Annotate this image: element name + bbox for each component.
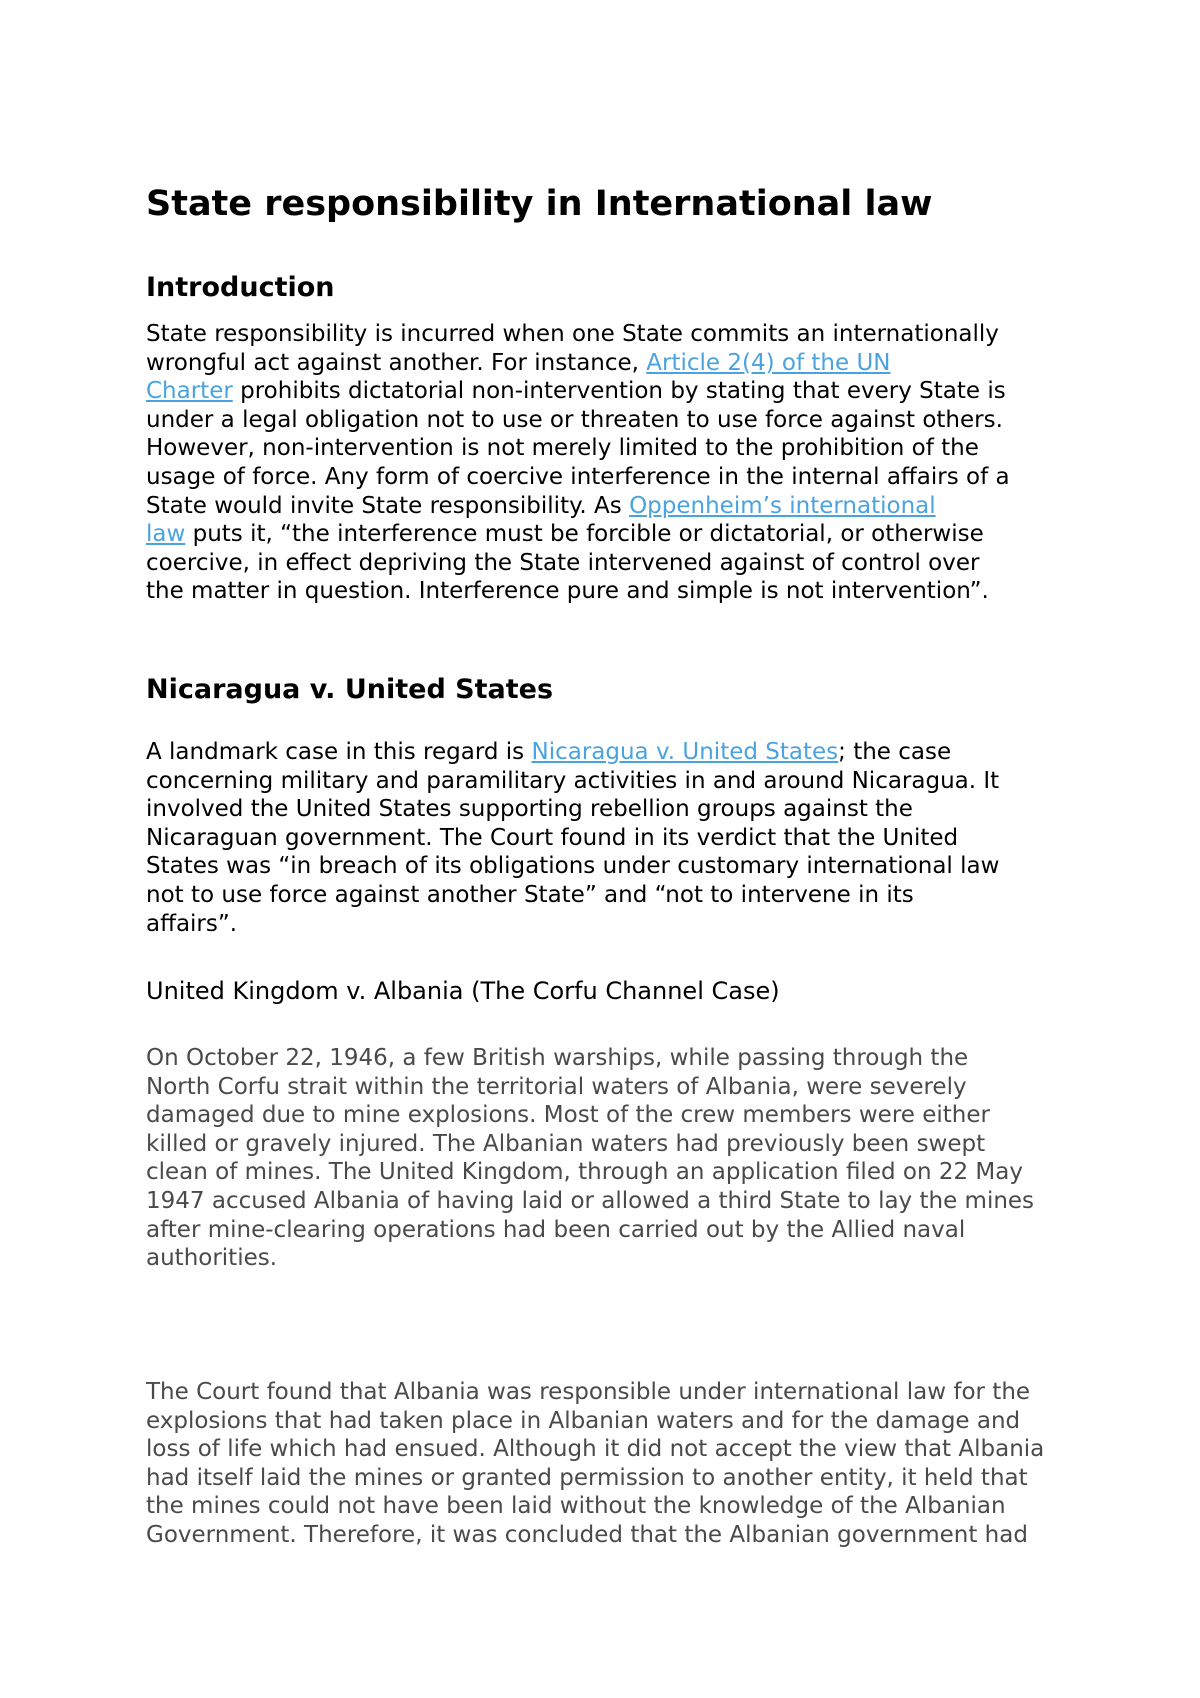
text-line: However, non-intervention is not merely limited to the prohibition of the: [146, 435, 979, 462]
text-line: [146, 492, 1086, 521]
text-line: On October 22, 1946, a few British warships, while passing through the: [146, 1045, 969, 1071]
text-line: the matter in question. Interference pure and simple is not intervention”.: [146, 578, 989, 605]
corfu-judgment-paragraph: [146, 1378, 1086, 1550]
text-line: had itself laid the mines or granted permission to another entity, it held that: [146, 1464, 1028, 1491]
introduction-heading: Introduction: [146, 272, 335, 303]
text-line: after mine-clearing operations had been carried out by the Allied naval: [146, 1216, 966, 1243]
text-line: not to use force against another State” and “not to intervene in its: [146, 881, 914, 908]
corfu-channel-heading: United Kingdom v. Albania (The Corfu Channel Case): [146, 977, 780, 1005]
text-line: coercive, in effect depriving the State intervened against of control over: [146, 549, 980, 576]
oppenheims-international-law-link[interactable]: Oppenheim’s international: [629, 492, 936, 519]
article-2-4-un-charter-link[interactable]: Article 2(4) of the UN: [646, 349, 891, 376]
text-line: 1947 accused Albania of having laid or allowed a third State to lay the mines: [146, 1187, 1035, 1214]
text-line: explosions that had taken place in Albanian waters and for the damage and: [146, 1407, 1021, 1434]
oppenheims-international-law-link-continued[interactable]: law: [146, 521, 186, 548]
text-segment: prohibits dictatorial non-intervention by stating that every State is: [232, 378, 1006, 405]
text-line: [146, 349, 1086, 378]
nicaragua-v-united-states-link[interactable]: Nicaragua v. United States: [531, 739, 839, 765]
text-line: The Court found that Albania was responsible under international law for the: [146, 1379, 1031, 1405]
text-line: States was “in breach of its obligations under customary international law: [146, 853, 1000, 880]
nicaragua-paragraph: [146, 738, 1086, 938]
text-line: [146, 377, 1086, 406]
text-line: North Corfu strait within the territorial waters of Albania, were severely: [146, 1073, 967, 1100]
text-line: authorities.: [146, 1245, 278, 1272]
text-line: damaged due to mine explosions. Most of the crew members were either: [146, 1102, 990, 1129]
text-line: Nicaraguan government. The Court found in its verdict that the United: [146, 824, 959, 851]
introduction-paragraph: [146, 320, 1086, 606]
document-title: State responsibility in International law: [146, 184, 933, 224]
text-line: the mines could not have been laid without the knowledge of the Albanian: [146, 1493, 1006, 1520]
text-line: concerning military and paramilitary activities in and around Nicaragua. It: [146, 767, 1000, 794]
text-line: under a legal obligation not to use or threaten to use force against others.: [146, 406, 1003, 433]
text-segment: ; the case: [838, 739, 952, 765]
text-line: killed or gravely injured. The Albanian waters had previously been swept: [146, 1130, 986, 1157]
text-line: [146, 520, 1086, 549]
text-segment: A landmark case in this regard is: [146, 739, 532, 765]
text-line: loss of life which had ensued. Although it did not accept the view that Albania: [146, 1436, 1045, 1463]
text-segment: puts it, “the interference must be forcible or dictatorial, or otherwise: [185, 521, 984, 548]
text-line: State responsibility is incurred when one State commits an internationally: [146, 321, 999, 347]
text-line: Government. Therefore, it was concluded that the Albanian government had: [146, 1521, 1028, 1548]
text-line: clean of mines. The United Kingdom, through an application filed on 22 May: [146, 1159, 1023, 1186]
text-segment: wrongful act against another. For instance,: [146, 349, 647, 376]
corfu-facts-paragraph: [146, 1044, 1086, 1273]
article-2-4-un-charter-link-continued[interactable]: Charter: [146, 378, 233, 405]
text-line: involved the United States supporting rebellion groups against the: [146, 796, 913, 823]
text-line: affairs”.: [146, 910, 238, 937]
text-line: [146, 738, 1086, 767]
nicaragua-heading: Nicaragua v. United States: [146, 674, 554, 705]
text-segment: State would invite State responsibility. As: [146, 492, 630, 519]
text-line: usage of force. Any form of coercive interference in the internal affairs of a: [146, 463, 1010, 490]
